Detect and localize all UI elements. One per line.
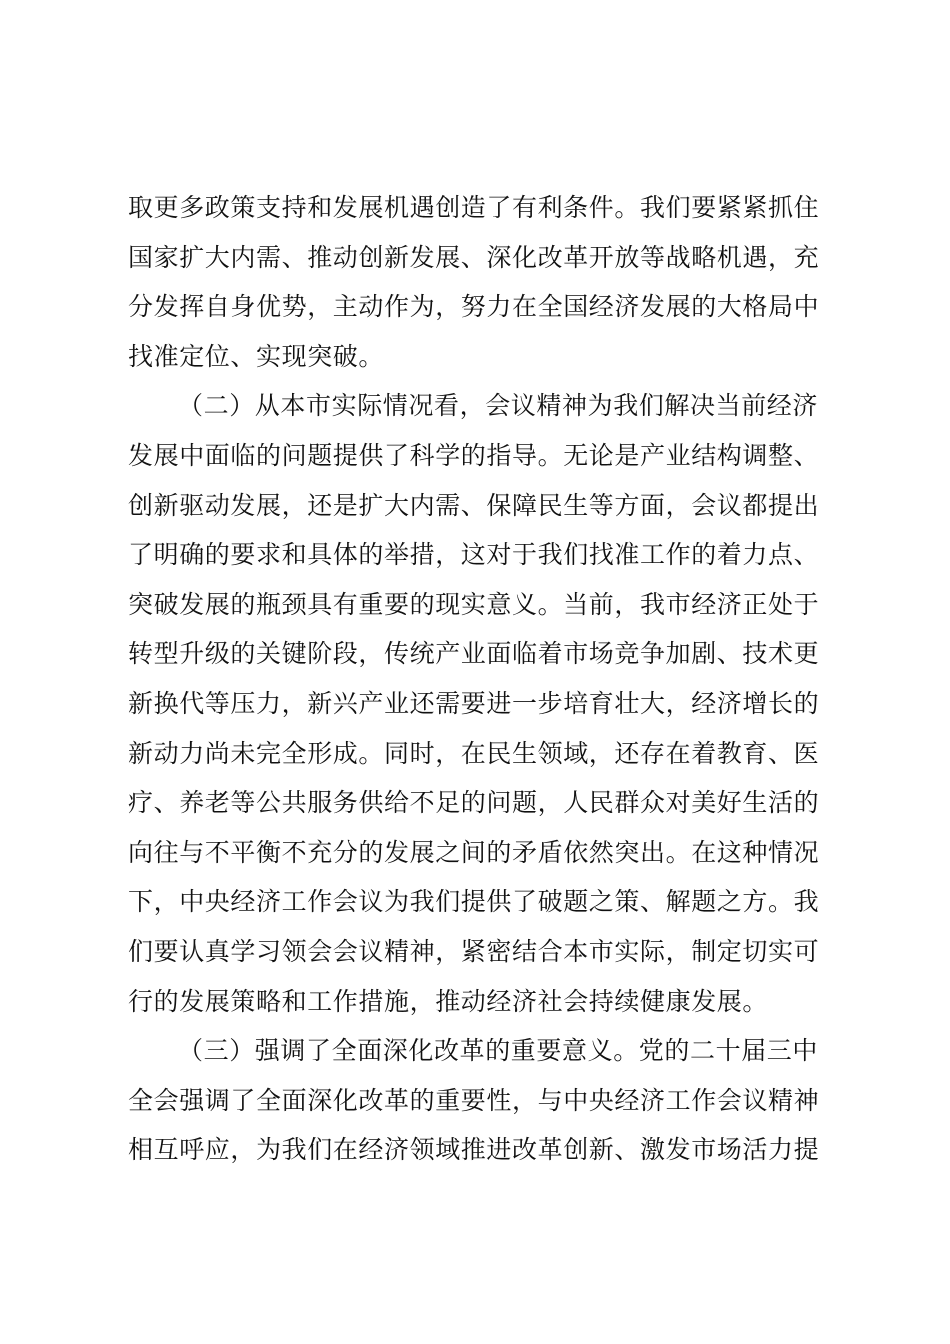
text-line: 转型升级的关键阶段，传统产业面临着市场竞争加剧、技术更 (128, 639, 820, 669)
text-line: 发展中面临的问题提供了科学的指导。无论是产业结构调整、 (128, 440, 820, 470)
text-line: 突破发展的瓶颈具有重要的现实意义。当前，我市经济正处于 (128, 589, 820, 619)
paragraph-start-line: （三）强调了全面深化改革的重要意义。党的二十届三中 (178, 1036, 819, 1066)
text-line: 全会强调了全面深化改革的重要性，与中央经济工作会议精神 (128, 1085, 820, 1115)
text-line: 新动力尚未完全形成。同时，在民生领域，还存在着教育、医 (128, 738, 820, 768)
text-line: 国家扩大内需、推动创新发展、深化改革开放等战略机遇，充 (128, 242, 820, 272)
text-line: 创新驱动发展，还是扩大内需、保障民生等方面，会议都提出 (128, 490, 820, 520)
text-line: 分发挥自身优势，主动作为，努力在全国经济发展的大格局中 (128, 292, 820, 322)
text-line: 取更多政策支持和发展机遇创造了有利条件。我们要紧紧抓住 (128, 193, 820, 222)
text-line: 了明确的要求和具体的举措，这对于我们找准工作的着力点、 (128, 540, 820, 570)
text-line: 向往与不平衡不充分的发展之间的矛盾依然突出。在这种情况 (128, 837, 820, 867)
text-line: 行的发展策略和工作措施，推动经济社会持续健康发展。 (128, 986, 769, 1016)
body-text (128, 183, 834, 1175)
text-line: 们要认真学习领会会议精神，紧密结合本市实际，制定切实可 (128, 936, 820, 966)
text-line: 新换代等压力，新兴产业还需要进一步培育壮大，经济增长的 (128, 688, 820, 718)
paragraph-start-line: （二）从本市实际情况看，会议精神为我们解决当前经济 (178, 391, 819, 421)
text-line: 找准定位、实现突破。 (128, 341, 385, 371)
text-line: 疗、养老等公共服务供给不足的问题，人民群众对美好生活的 (128, 788, 820, 818)
text-line: 相互呼应，为我们在经济领域推进改革创新、激发市场活力提 (128, 1135, 820, 1165)
text-line: 下，中央经济工作会议为我们提供了破题之策、解题之方。我 (128, 887, 820, 917)
